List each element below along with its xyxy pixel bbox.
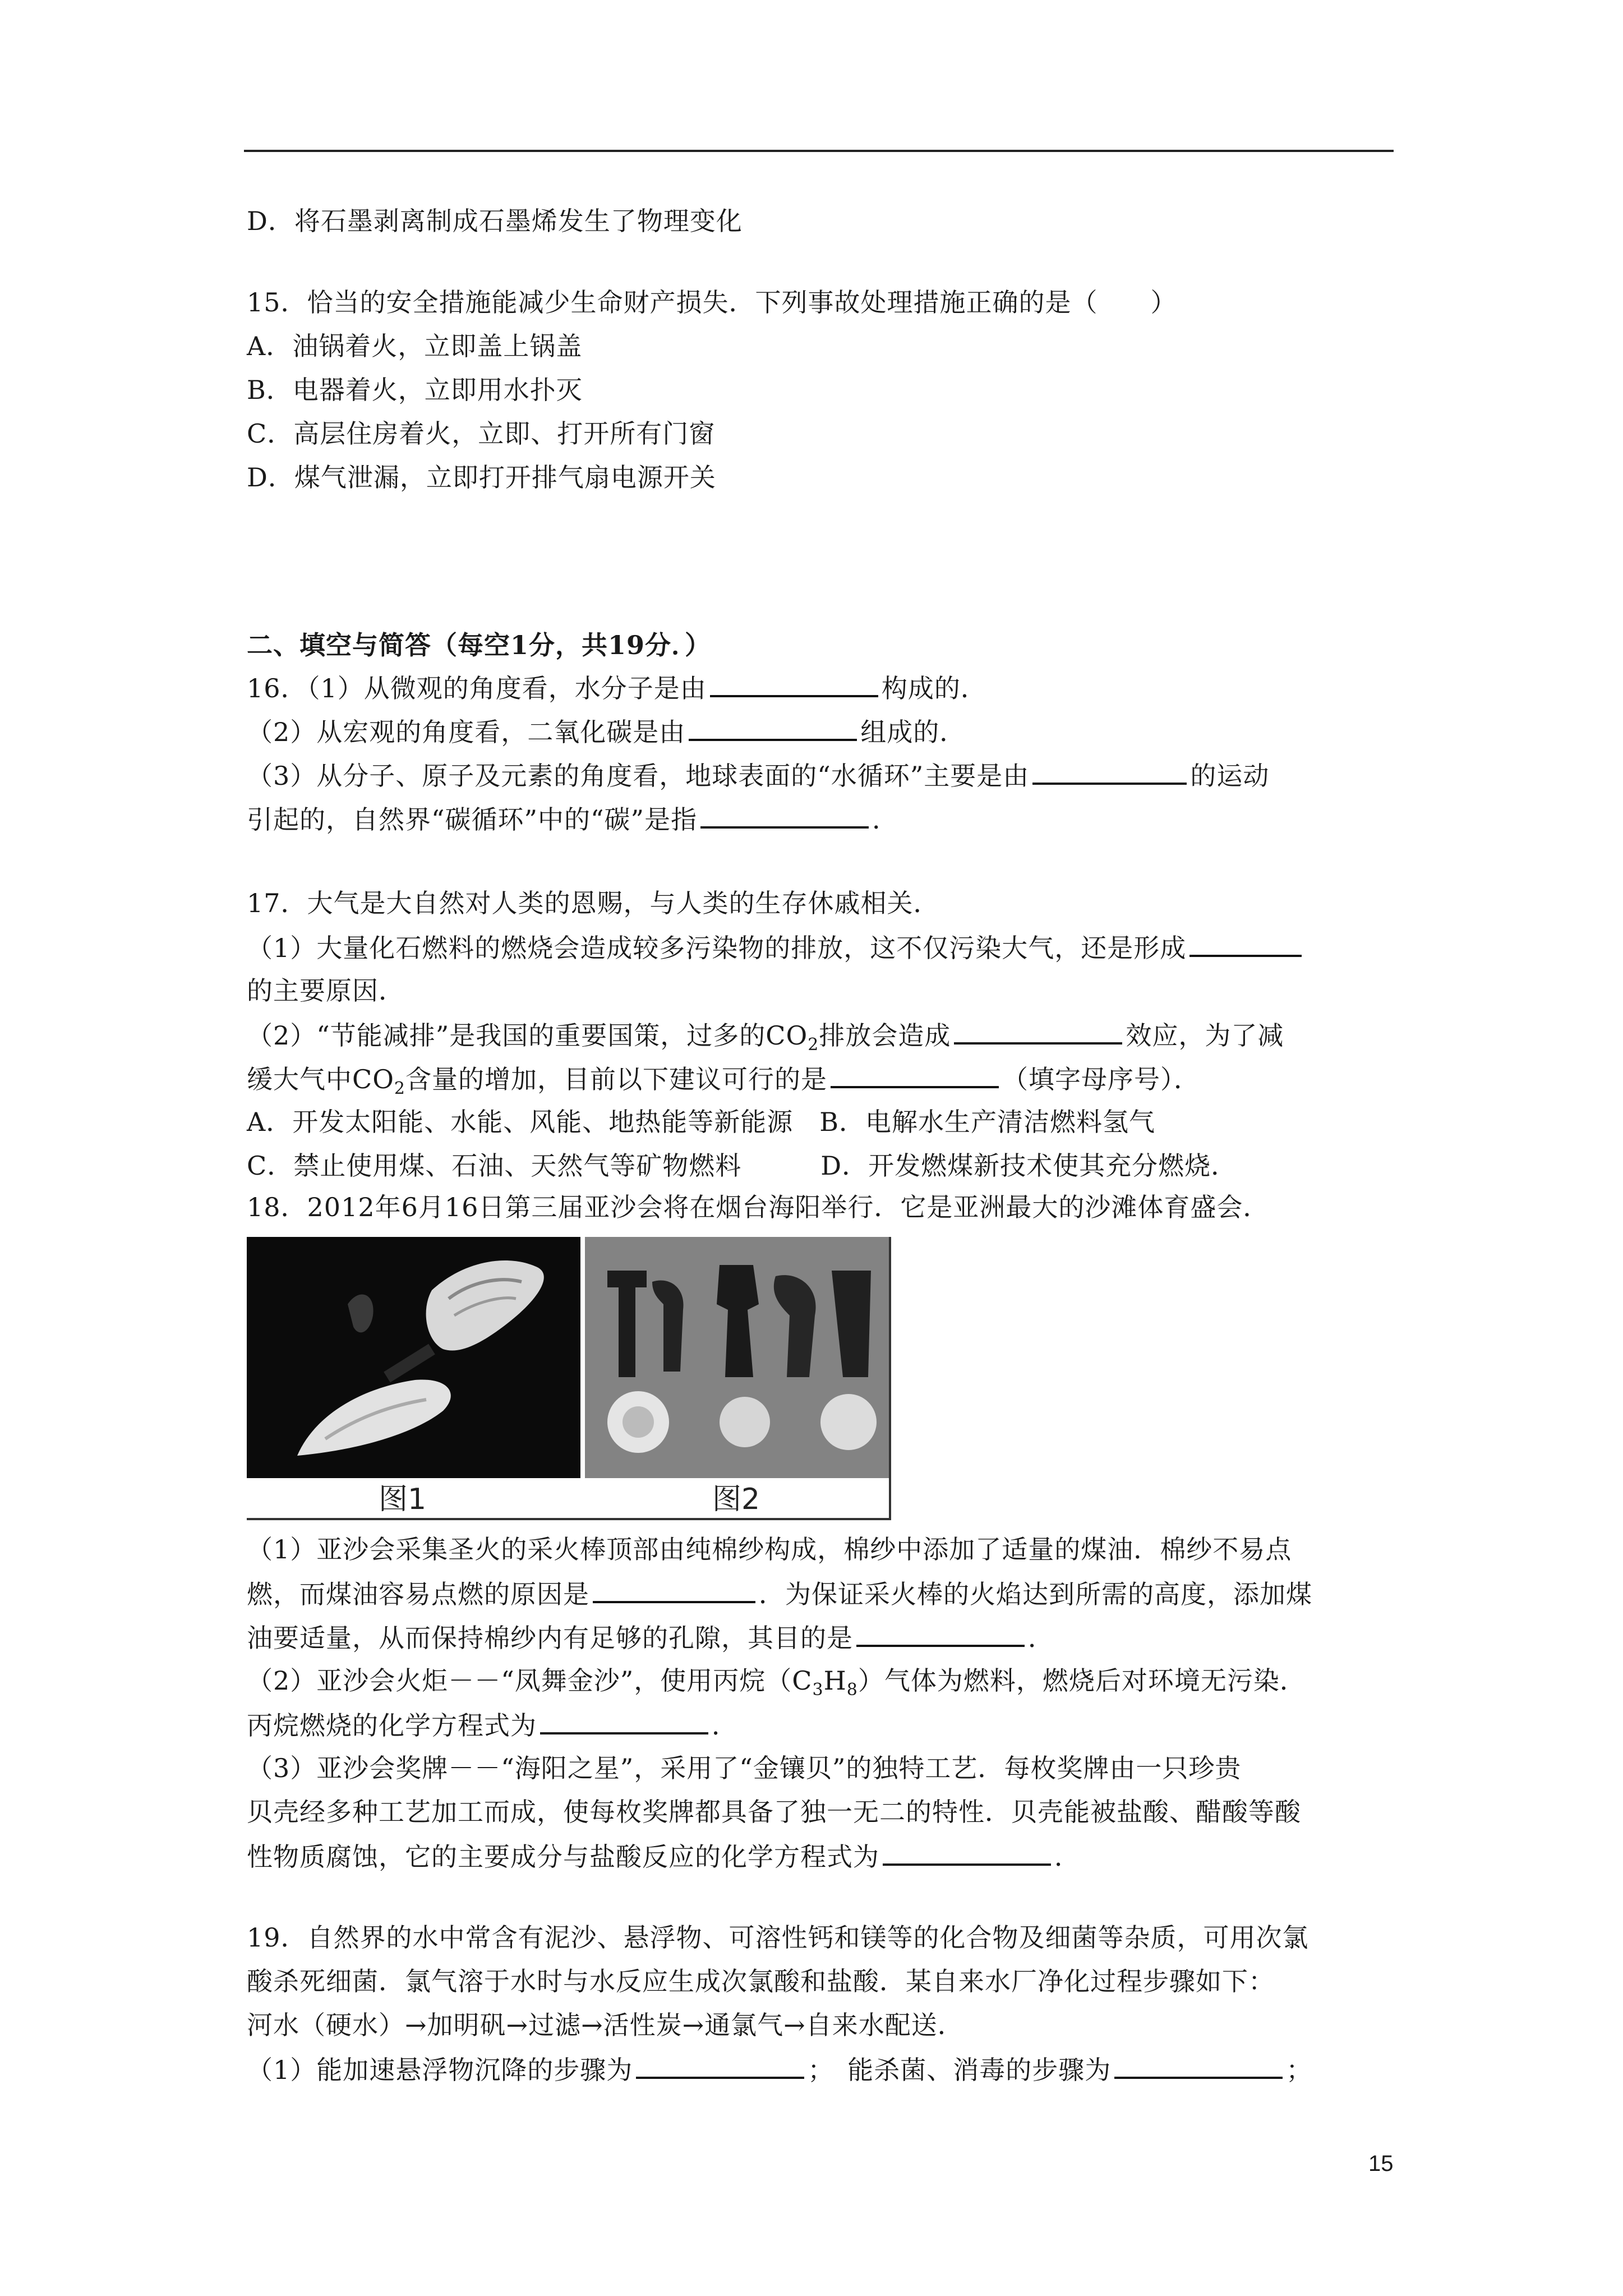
answer-blank — [1189, 929, 1302, 957]
answer-blank — [540, 1706, 708, 1734]
question-18-part-3-cont: 贝壳经多种工艺加工而成，使每枚奖牌都具备了独一无二的特性．贝壳能被盐酸、醋酸等酸 — [247, 1797, 1301, 1827]
header-rule — [244, 150, 1394, 152]
question-16-part-2: （2）从宏观的角度看，二氧化碳是由 组成的． — [247, 713, 966, 750]
figure-2-caption: 图2 — [712, 1483, 760, 1516]
section-2-heading: 二、填空与简答（每空1分，共19分．） — [247, 630, 712, 660]
medal-photo — [585, 1237, 889, 1478]
question-19-part-1: （1）能加速悬浮物沉降的步骤为 ； 能杀菌、消毒的步骤为 ； — [247, 2051, 1312, 2088]
question-19: 19．自然界的水中常含有泥沙、悬浮物、可溶性钙和镁等的化合物及细菌等杂质，可用次氯 — [247, 1922, 1309, 1953]
question-17-part-2-cont: 缓大气中$CO_2$含量的增加，目前以下建议可行的是 （填字母序号）． — [247, 1060, 1200, 1107]
torch-photo — [247, 1237, 580, 1478]
question-16-part-1: 16．（1）从微观的角度看，水分子是由 构成的． — [247, 669, 987, 706]
q17-options-ab: A．开发太阳能、水能、风能、地热能等新能源 B．电解水生产清洁燃料氢气 — [247, 1107, 1156, 1137]
q15-option-b: B．电器着火，立即用水扑灭 — [247, 375, 583, 405]
figure-1-caption: 图1 — [379, 1483, 427, 1516]
answer-blank — [856, 1619, 1025, 1647]
page-number: 15 — [1368, 2151, 1394, 2176]
question-17-part-1: （1）大量化石燃料的燃烧会造成较多污染物的排放，这不仅污染大气，还是形成 — [247, 929, 1305, 966]
figure-panel — [247, 1237, 891, 1520]
q15-option-d: D．煤气泄漏，立即打开排气扇电源开关 — [247, 462, 716, 493]
answer-blank — [700, 800, 869, 829]
question-17: 17．大气是大自然对人类的恩赐，与人类的生存休戚相关． — [247, 888, 940, 918]
answer-blank — [1032, 757, 1187, 785]
q17-options-cd: C．禁止使用煤、石油、天然气等矿物燃料 D．开发燃煤新技术使其充分燃烧． — [247, 1151, 1238, 1181]
question-18-part-3-cont2: 性物质腐蚀，它的主要成分与盐酸反应的化学方程式为 ． — [247, 1838, 1081, 1875]
option-d-q14: D．将石墨剥离制成石墨烯发生了物理变化 — [247, 206, 743, 236]
question-18-part-1-cont: 燃，而煤油容易点燃的原因是 ．为保证采火棒的火焰达到所需的高度，添加煤 — [247, 1575, 1312, 1612]
answer-blank — [1114, 2051, 1283, 2079]
question-15: 15．恰当的安全措施能减少生命财产损失．下列事故处理措施正确的是（ ） — [247, 287, 1177, 318]
q15-option-a: A．油锅着火，立即盖上锅盖 — [247, 331, 583, 361]
question-16-part-3-cont: 引起的，自然界“碳循环”中的“碳”是指 ． — [247, 800, 898, 838]
question-18-part-1-cont2: 油要适量，从而保持棉纱内有足够的孔隙，其目的是 ． — [247, 1619, 1054, 1656]
figure-bottom-rule — [247, 1518, 889, 1520]
answer-blank — [883, 1838, 1051, 1866]
question-18-part-2: （2）亚沙会火炬－－“凤舞金沙”，使用丙烷$(C_3H_8)$气体为燃料，燃烧后对环境无污染． — [247, 1665, 1306, 1700]
question-16-part-3: （3）从分子、原子及元素的角度看，地球表面的“水循环”主要是由 的运动 — [247, 757, 1269, 794]
answer-blank — [636, 2051, 804, 2079]
question-17-part-2: （2）“节能减排”是我国的重要国策，过多的$CO_2$排放会造成 效应，为了减 — [247, 1016, 1284, 1063]
answer-blank — [954, 1016, 1122, 1045]
question-18-part-3: （3）亚沙会奖牌－－“海阳之星”，采用了“金镶贝”的独特工艺．每枚奖牌由一只珍贵 — [247, 1753, 1242, 1783]
answer-blank — [593, 1575, 755, 1603]
question-17-part-1-cont: 的主要原因． — [247, 976, 405, 1006]
question-18-part-2-cont: 丙烷燃烧的化学方程式为 ． — [247, 1706, 738, 1743]
answer-blank — [689, 713, 857, 741]
question-18-part-1: （1）亚沙会采集圣火的采火棒顶部由纯棉纱构成，棉纱中添加了适量的煤油．棉纱不易点 — [247, 1534, 1292, 1565]
q15-option-c: C．高层住房着火，立即、打开所有门窗 — [247, 418, 716, 449]
answer-blank — [710, 669, 878, 697]
question-18: 18．2012年6月16日第三届亚沙会将在烟台海阳举行．它是亚洲最大的沙滩体育盛会． — [247, 1192, 1270, 1222]
question-19-process: 河水（硬水）→加明矾→过滤→活性炭→通氯气→自来水配送． — [247, 2010, 964, 2040]
question-19-cont: 酸杀死细菌．氯气溶于水时与水反应生成次氯酸和盐酸．某自来水厂净化过程步骤如下： — [247, 1966, 1275, 1996]
answer-blank — [831, 1060, 999, 1088]
